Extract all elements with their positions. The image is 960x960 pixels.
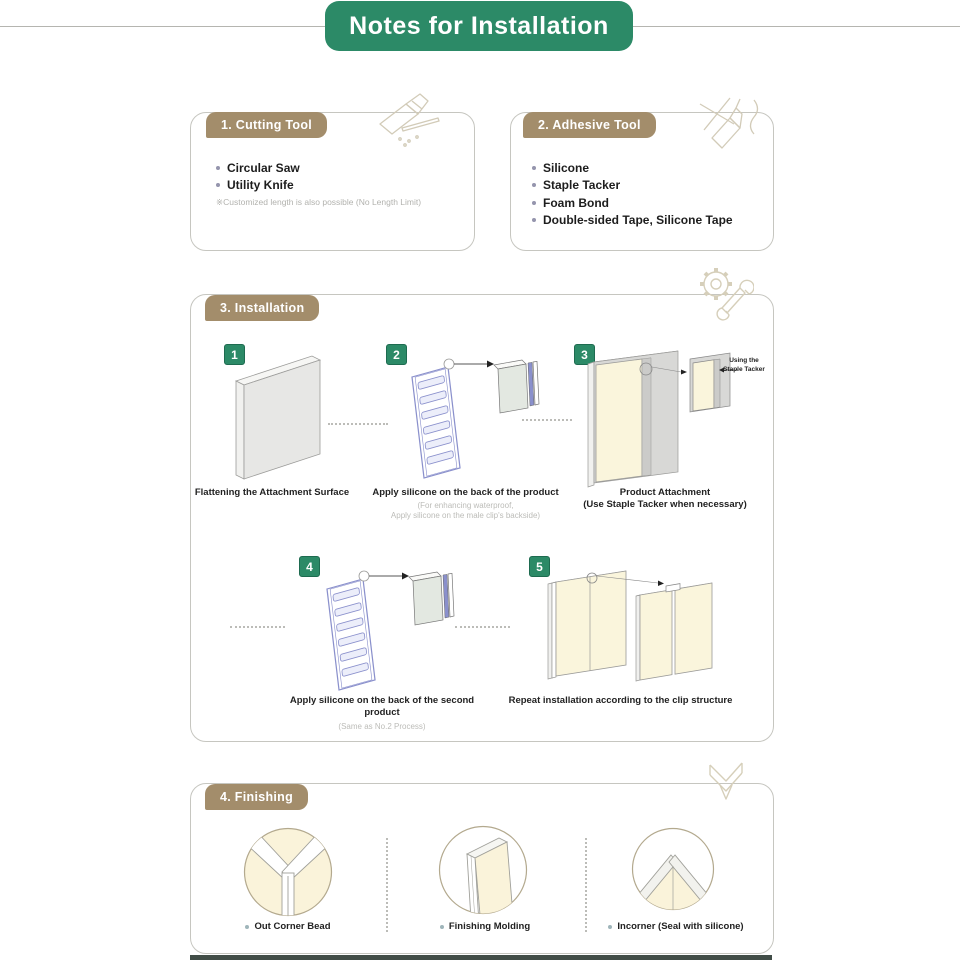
bullet-icon [532, 183, 536, 187]
installation-label [205, 295, 319, 321]
list-item-label: Silicone [543, 160, 590, 175]
list-item [532, 194, 733, 212]
list-item [532, 159, 733, 177]
list-item [216, 159, 421, 177]
step-number: 2 [393, 347, 400, 362]
annotation-line: Staple Tacker [723, 366, 765, 373]
step-2-subcaption: Apply silicone on the male clip's backside) [390, 511, 541, 520]
incorner-diagram [630, 826, 716, 912]
list-item [532, 212, 733, 230]
installation-label-text: 3. Installation [220, 301, 305, 315]
step-divider [230, 626, 285, 628]
cutting-tool-label [206, 112, 327, 138]
bullet-icon [216, 183, 220, 187]
list-item [216, 177, 421, 195]
page-title [325, 1, 633, 51]
bullet-icon [532, 218, 536, 222]
list-item-label: Foam Bond [543, 195, 609, 210]
bullet-icon [608, 925, 612, 929]
glue-tube-icon [698, 88, 772, 152]
step-number: 3 [581, 347, 588, 362]
step-5-caption: Repeat installation according to the clip structure [508, 695, 733, 706]
finishing-divider [585, 838, 587, 932]
finishing-label [205, 784, 308, 810]
finishing-caption-1 [228, 921, 348, 932]
list-item-label: Double-sided Tape, Silicone Tape [543, 213, 733, 228]
adhesive-tool-list [532, 159, 733, 229]
step-number: 4 [306, 559, 313, 574]
bullet-icon [440, 925, 444, 929]
list-item-label: Staple Tacker [543, 178, 621, 193]
annotation-line: Using the [729, 357, 759, 364]
step-2-subcaption: (For enhancing waterproof, [417, 501, 514, 510]
list-item-label: Circular Saw [227, 160, 300, 175]
step-2-caption-block [368, 487, 563, 521]
header-rule-right [631, 26, 960, 27]
step-number: 5 [536, 559, 543, 574]
list-item-label: Utility Knife [227, 178, 294, 193]
bullet-icon [216, 166, 220, 170]
step-2-caption: Apply silicone on the back of the product [372, 487, 559, 498]
utility-knife-icon [372, 90, 444, 148]
step-divider [522, 419, 572, 421]
bullet-icon [532, 166, 536, 170]
step-3-caption: Product Attachment [619, 487, 711, 498]
step-4-subcaption: (Same as No.2 Process) [338, 722, 426, 731]
page-title-text: Notes for Installation [349, 11, 609, 40]
bullet-icon [532, 201, 536, 205]
footer-bar [190, 955, 772, 960]
gear-wrench-icon [692, 262, 754, 324]
step-5-repeat-diagram [538, 560, 733, 695]
finishing-caption-2 [420, 921, 550, 932]
finishing-molding-diagram [437, 824, 529, 916]
step-4-caption-block [272, 695, 492, 732]
step-1-flat-surface-diagram [228, 348, 348, 483]
header-rule-left [0, 26, 328, 27]
corner-molding-icon [700, 757, 754, 807]
out-corner-bead-diagram [242, 826, 334, 918]
finishing-caption-label: Out Corner Bead [254, 921, 331, 932]
step-divider [455, 626, 510, 628]
finishing-label-text: 4. Finishing [220, 790, 294, 804]
step-divider [328, 423, 388, 425]
step-4-silicone-diagram [303, 559, 473, 702]
list-item [532, 177, 733, 195]
step-number: 1 [231, 347, 238, 362]
step-1-caption: Flattening the Attachment Surface [194, 487, 350, 498]
adhesive-tool-label [523, 112, 656, 138]
step-3-caption2: (Use Staple Tacker when necessary) [583, 499, 747, 510]
adhesive-tool-label-text: 2. Adhesive Tool [538, 118, 641, 132]
finishing-caption-label: Incorner (Seal with silicone) [617, 921, 744, 932]
step-3-caption-block [565, 487, 765, 511]
step-3-annotation [718, 356, 770, 374]
cutting-tool-list [216, 159, 421, 208]
finishing-caption-3 [592, 921, 760, 932]
finishing-caption-label: Finishing Molding [448, 921, 531, 932]
finishing-divider [386, 838, 388, 932]
step-4-caption: Apply silicone on the back of the second product [289, 695, 475, 718]
cutting-tool-label-text: 1. Cutting Tool [221, 118, 313, 132]
cutting-tool-note: ※Customized length is also possible (No Length Limit) [216, 197, 422, 207]
bullet-icon [245, 925, 249, 929]
